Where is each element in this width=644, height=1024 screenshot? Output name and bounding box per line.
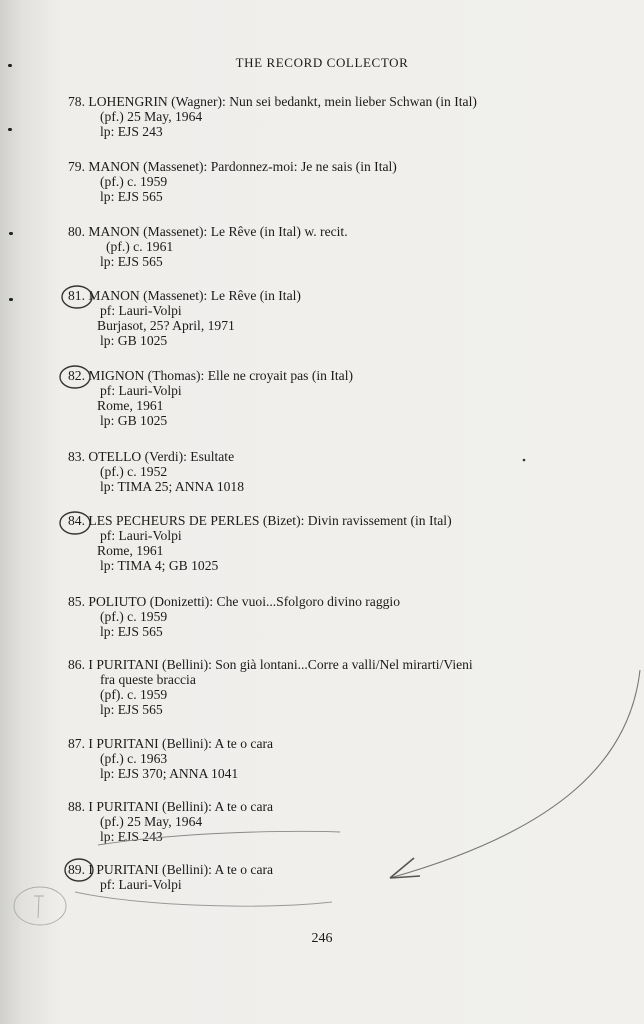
entry-title: 82. MIGNON (Thomas): Elle ne croyait pas (in Ital)	[68, 368, 354, 383]
entry-detail-line: pf: Lauri-Volpi	[100, 303, 182, 318]
entry-detail-line: lp: EJS 370; ANNA 1041	[100, 766, 239, 781]
entry-detail-line: (pf.) 25 May, 1964	[100, 814, 203, 829]
entry-detail-line: lp: GB 1025	[100, 413, 168, 428]
discography-entry	[68, 368, 628, 428]
entry-title: 83. OTELLO (Verdi): Esultate	[68, 449, 235, 464]
running-header: THE RECORD COLLECTOR	[235, 55, 409, 70]
entry-detail-line: lp: EJS 243	[100, 829, 163, 844]
discography-entry	[68, 224, 628, 269]
entry-title: 78. LOHENGRIN (Wagner): Nun sei bedankt, mein lieber Schwan (in Ital)	[68, 94, 477, 109]
discography-entry	[68, 159, 628, 204]
entry-detail-line: lp: EJS 243	[100, 124, 163, 139]
entry-detail-line: lp: TIMA 25; ANNA 1018	[100, 479, 245, 494]
entry-detail-line: Rome, 1961	[97, 543, 164, 558]
discography-entry	[68, 799, 628, 844]
entry-detail-line: (pf.) c. 1959	[100, 174, 168, 189]
entry-title: 79. MANON (Massenet): Pardonnez-moi: Je ne sais (in Ital)	[68, 159, 397, 174]
entry-detail-line: (pf). c. 1959	[100, 687, 168, 702]
entry-title: 89. I PURITANI (Bellini): A te o cara	[68, 862, 274, 877]
entry-detail-line: lp: EJS 565	[100, 189, 163, 204]
entry-detail-line: lp: TIMA 4; GB 1025	[100, 558, 219, 573]
entry-detail-line: fra queste braccia	[100, 672, 196, 687]
discography-entry	[68, 513, 628, 573]
entry-title: 85. POLIUTO (Donizetti): Che vuoi...Sfolgoro divino raggio	[68, 594, 401, 609]
discography-entry	[68, 288, 628, 348]
entry-title: 87. I PURITANI (Bellini): A te o cara	[68, 736, 274, 751]
entry-detail-line: (pf.) c. 1963	[100, 751, 168, 766]
entry-detail-line: Rome, 1961	[97, 398, 164, 413]
discography-entry	[68, 594, 628, 639]
entry-detail-line: lp: GB 1025	[100, 333, 168, 348]
entry-detail-line: lp: EJS 565	[100, 254, 163, 269]
discography-entry	[68, 862, 628, 892]
entry-detail-line: lp: EJS 565	[100, 702, 163, 717]
entry-detail-line: (pf.) c. 1961	[106, 239, 174, 254]
discography-entry	[68, 449, 628, 494]
entry-detail-line: (pf.) 25 May, 1964	[100, 109, 203, 124]
entry-detail-line: lp: EJS 565	[100, 624, 163, 639]
entry-title: 84. LES PECHEURS DE PERLES (Bizet): Divin ravissement (in Ital)	[68, 513, 452, 528]
entry-title: 80. MANON (Massenet): Le Rêve (in Ital) w. recit.	[68, 224, 348, 239]
discography-entry	[68, 657, 628, 717]
pencil-doodle	[14, 887, 66, 925]
entry-title: 81. MANON (Massenet): Le Rêve (in Ital)	[68, 288, 301, 303]
entry-title: 86. I PURITANI (Bellini): Son già lontani...Corre a valli/Nel mirarti/Vieni	[68, 657, 473, 672]
entry-detail-line: (pf.) c. 1952	[100, 464, 168, 479]
entry-detail-line: pf: Lauri-Volpi	[100, 528, 182, 543]
entry-detail-line: pf: Lauri-Volpi	[100, 877, 182, 892]
entry-detail-line: pf: Lauri-Volpi	[100, 383, 182, 398]
page-number: 246	[311, 931, 333, 946]
discography-entry	[68, 94, 628, 139]
discography-entry	[68, 736, 628, 781]
entry-title: 88. I PURITANI (Bellini): A te o cara	[68, 799, 274, 814]
entry-detail-line: (pf.) c. 1959	[100, 609, 168, 624]
entry-detail-line: Burjasot, 25? April, 1971	[97, 318, 235, 333]
